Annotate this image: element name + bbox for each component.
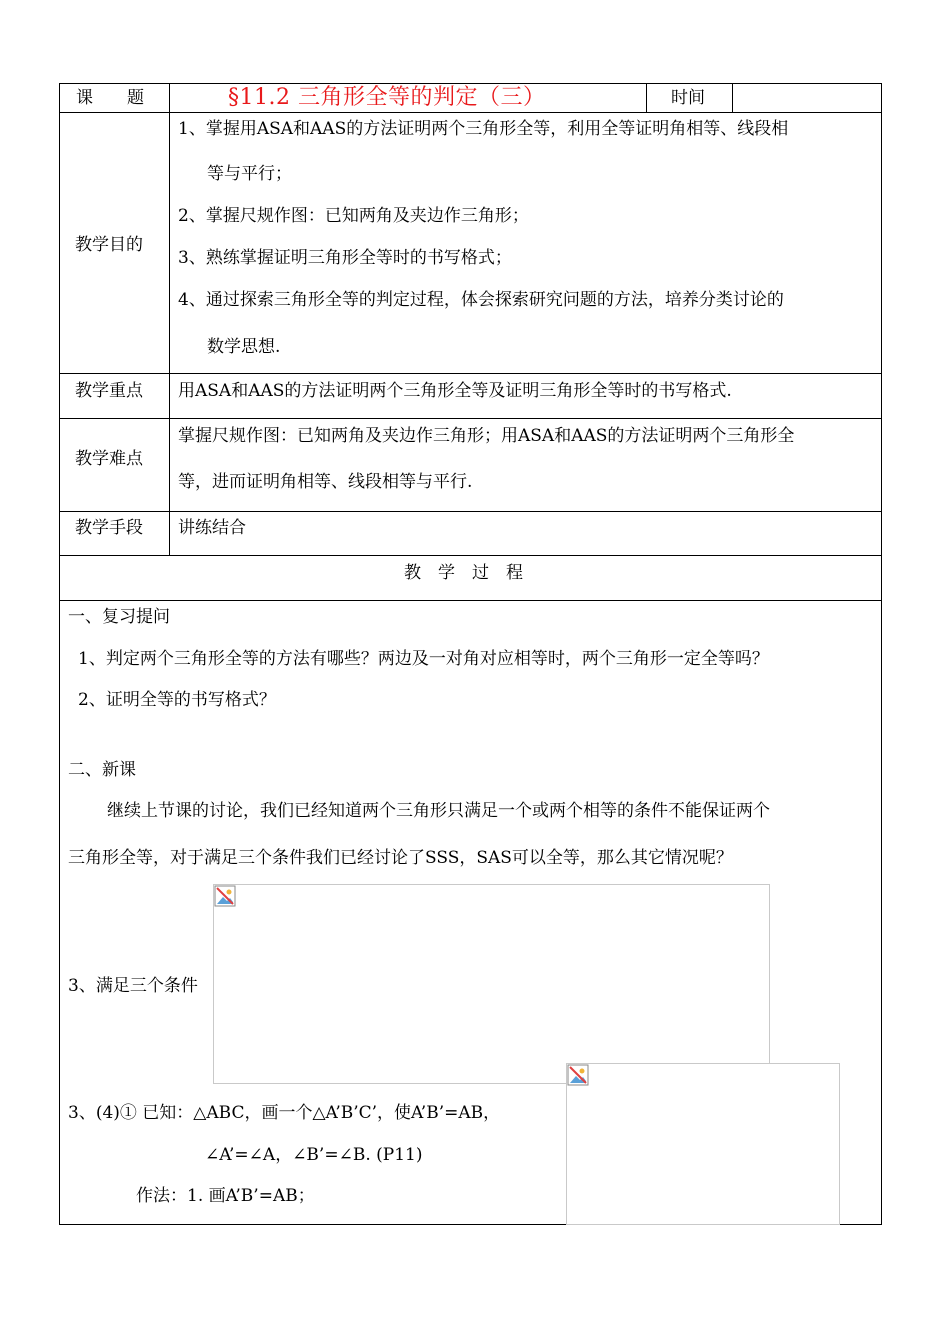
key-points-text: 用ASA和AAS的方法证明两个三角形全等及证明三角形全等时的书写格式. xyxy=(178,381,732,401)
objective-item: 等与平行； xyxy=(207,164,292,184)
table-border-left xyxy=(59,83,60,1225)
example-given: 3、(4)① 已知：△ABC，画一个△A’B’C’，使A’B’=AB， xyxy=(68,1103,501,1123)
label-column-divider xyxy=(169,83,170,556)
broken-image-icon xyxy=(214,885,236,907)
course-label: 课 题 xyxy=(76,88,144,108)
table-border-right xyxy=(881,83,882,1225)
objective-item: 4、通过探索三角形全等的判定过程，体会探索研究问题的方法，培养分类讨论的 xyxy=(178,290,784,310)
table-row-divider xyxy=(59,511,882,512)
table-row-divider xyxy=(59,418,882,419)
new-lesson-title: 二、新课 xyxy=(68,760,136,780)
image-placeholder-conditions xyxy=(213,884,770,1084)
time-value-divider xyxy=(732,83,733,113)
time-label: 时间 xyxy=(671,88,705,108)
time-column-divider xyxy=(646,83,647,113)
table-row-divider xyxy=(59,600,882,601)
methods-label: 教学手段 xyxy=(75,518,143,538)
table-row-divider xyxy=(59,555,882,556)
lesson-title: §11.2 三角形全等的判定（三） xyxy=(228,85,546,110)
image-placeholder-construction xyxy=(566,1063,840,1225)
difficulties-label: 教学难点 xyxy=(75,449,143,469)
table-row-divider xyxy=(59,112,882,113)
methods-text: 讲练结合 xyxy=(178,518,246,538)
review-item: 1、判定两个三角形全等的方法有哪些？两边及一对角对应相等时，两个三角形一定全等吗？ xyxy=(78,649,769,669)
objective-item: 数学思想. xyxy=(207,337,281,357)
objective-item: 1、掌握用ASA和AAS的方法证明两个三角形全等，利用全等证明角相等、线段相 xyxy=(178,119,789,139)
objective-item: 2、掌握尺规作图：已知两角及夹边作三角形； xyxy=(178,206,529,226)
review-item: 2、证明全等的书写格式？ xyxy=(78,690,276,710)
example-conditions: ∠A’=∠A，∠B’=∠B. (P11) xyxy=(205,1145,423,1165)
condition-label: 3、满足三个条件 xyxy=(68,976,198,996)
review-title: 一、复习提问 xyxy=(68,607,170,627)
new-lesson-paragraph: 三角形全等，对于满足三个条件我们已经讨论了SSS，SAS可以全等，那么其它情况呢？ xyxy=(68,848,733,868)
broken-image-icon xyxy=(567,1064,589,1086)
objective-item: 3、熟练掌握证明三角形全等时的书写格式； xyxy=(178,248,512,268)
process-heading: 教 学 过 程 xyxy=(404,563,523,583)
example-steps: 作法：1. 画A’B’=AB； xyxy=(136,1186,315,1206)
objectives-label: 教学目的 xyxy=(75,235,143,255)
table-row-divider xyxy=(59,373,882,374)
difficulties-line: 等，进而证明角相等、线段相等与平行. xyxy=(178,472,473,492)
new-lesson-paragraph: 继续上节课的讨论，我们已经知道两个三角形只满足一个或两个相等的条件不能保证两个 xyxy=(107,801,770,821)
key-points-label: 教学重点 xyxy=(75,381,143,401)
difficulties-line: 掌握尺规作图：已知两角及夹边作三角形；用ASA和AAS的方法证明两个三角形全 xyxy=(178,426,795,446)
